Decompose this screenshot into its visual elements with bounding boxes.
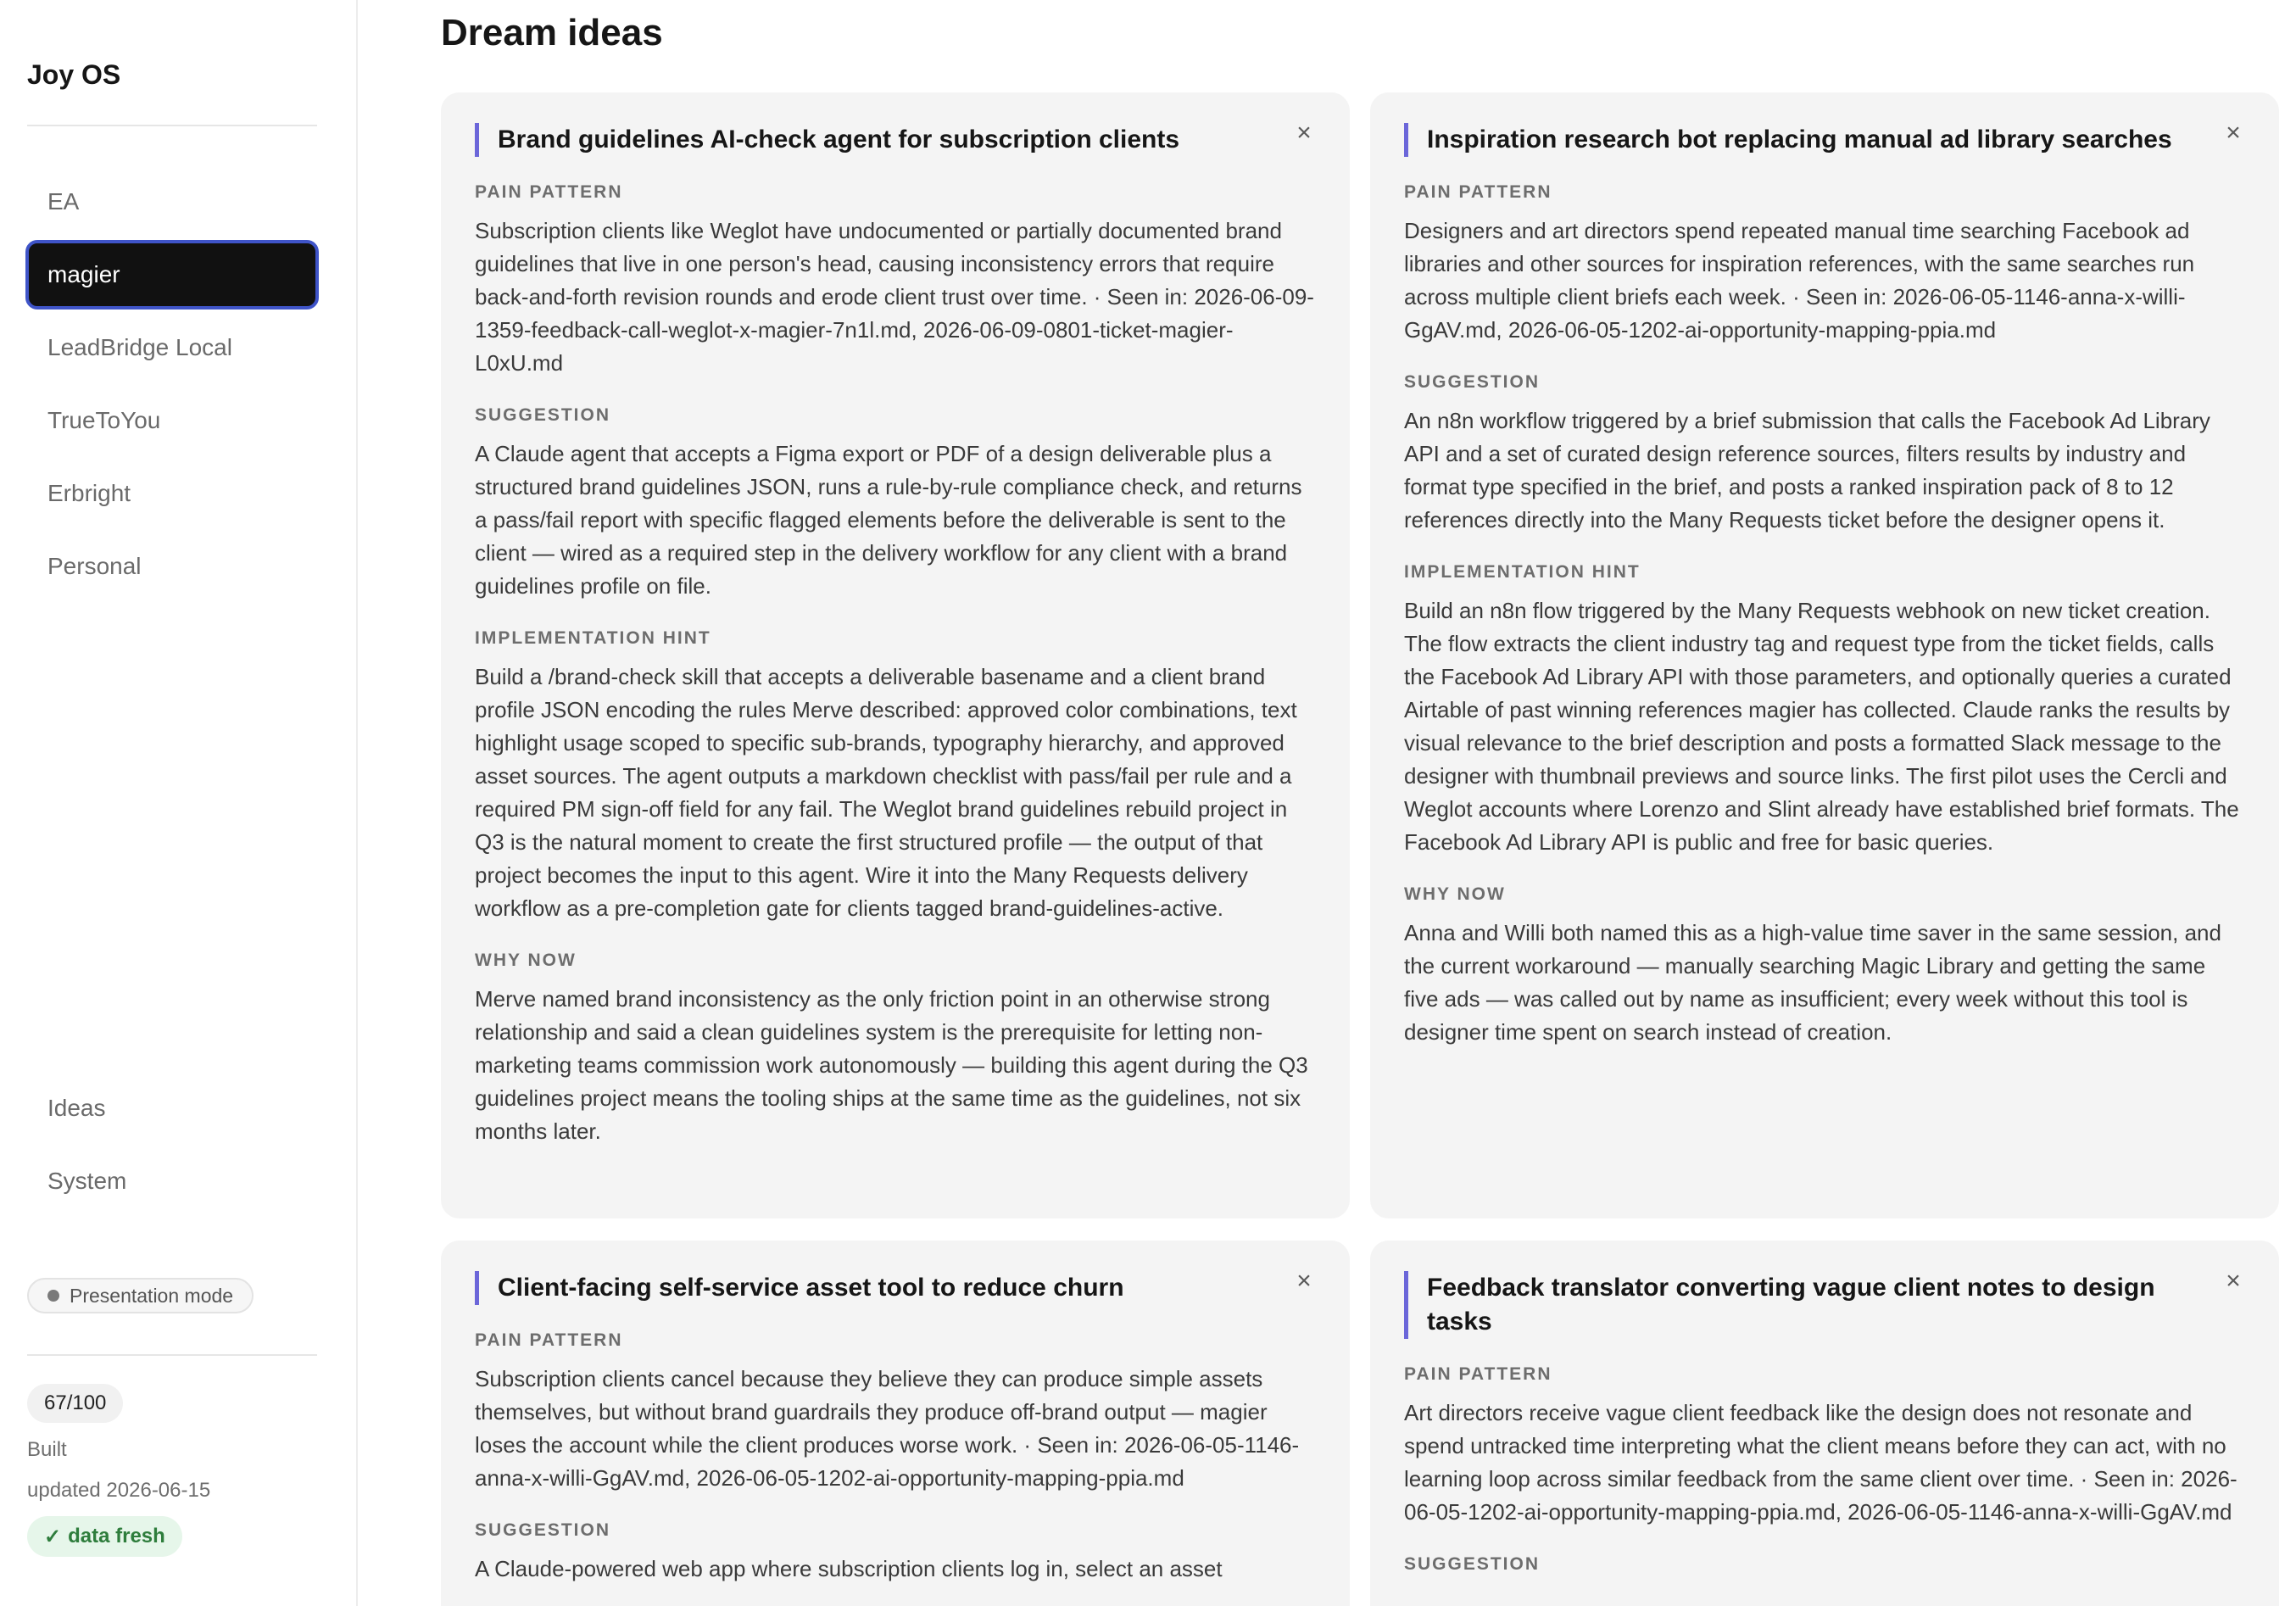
section-label: IMPLEMENTATION HINT [475,628,711,648]
close-icon[interactable]: × [1296,119,1312,147]
main-content [441,0,2281,1606]
sidebar-divider [27,125,317,126]
sidebar-item-ideas[interactable] [25,1073,319,1143]
section-text: Anna and Willi both named this as a high-value time saver in the same session, and the current workaround — manually searching Magic Library and getting the same five ads — was called out by name as insufficient; every week without this tool is designer time spent on search instead of creation. [1404,920,2221,1045]
section-text: A Claude-powered web app where subscription clients log in, select an asset [475,1556,1223,1581]
page-title: Dream ideas [441,12,663,53]
sidebar-item-label: Erbright [47,480,131,506]
section-label: PAIN PATTERN [1404,182,1552,202]
sidebar-item-label: TrueToYou [47,407,161,433]
idea-card-title: Client-facing self-service asset tool to reduce churn [475,1271,1314,1305]
close-icon[interactable]: × [2226,119,2241,147]
section-label: WHY NOW [475,951,577,970]
data-fresh-label: data fresh [68,1525,165,1547]
section-text: An n8n workflow triggered by a brief submission that calls the Facebook Ad Library API and a set of curated design reference sources, filters results by industry and format type specified in the brief, and posts a ranked inspiration pack of 8 to 12 references directly into the Many Requests ticket before the designer opens it. [1404,408,2210,533]
section-text: Build an n8n flow triggered by the Many Requests webhook on new ticket creation. The flow extracts the client industry tag and request type from the ticket fields, calls the Facebook Ad Library API with those parameters, and optionally queries a curated Airtable of past winning references magier has collected. Claude ranks the results by visual relevance to the brief description and posts a formatted Slack message to the designer with thumbnail previews and source links. The first pilot uses the Cercli and Weglot accounts where Lorenzo and Slint already have established brief formats. The Facebook Ad Library API is public and free for basic queries. [1404,598,2239,855]
sidebar-item-leadbridge-local[interactable] [25,313,319,382]
section-label: SUGGESTION [1404,372,1541,392]
sidebar-item-personal[interactable] [25,532,319,601]
presentation-mode-label: Presentation mode [70,1284,234,1307]
section-text: Subscription clients cancel because they believe they can produce simple assets themselves, but without brand guardrails they produce off-brand output — magier loses the account while the client produces worse work. · Seen in: 2026-06-05-1146-anna-x-willi-GgAV.md, 2026-06-05-1202-ai-opportunity-mapping-ppia.md [475,1366,1300,1491]
idea-card-title: Inspiration research bot replacing manual ad library searches [1404,123,2243,157]
sidebar-bottom-nav [25,1073,319,1219]
section-label: SUGGESTION [475,405,611,425]
section-label: PAIN PATTERN [475,1330,623,1350]
section-label: SUGGESTION [1404,1554,1541,1574]
sidebar-divider [27,1354,317,1356]
sidebar-item-label: EA [47,188,80,215]
close-icon[interactable]: × [1296,1267,1312,1295]
data-fresh-badge [27,1516,182,1557]
sidebar-item-magier[interactable] [25,240,319,309]
section-text: Build a /brand-check skill that accepts a deliverable basename and a client brand profile JSON encoding the rules Merve described: approved color combinations, text highlight usage scoped to specific sub-brands, typography hierarchy, and approved asset sources. The agent outputs a markdown checklist with pass/fail per rule and a required PM sign-off field for any fail. The Weglot brand guidelines rebuild project in Q3 is the natural moment to create the first structured profile — the output of that project becomes the input to this agent. Wire it into the Many Requests delivery workflow as a pre-completion gate for clients tagged brand-guidelines-active. [475,664,1297,921]
idea-card [441,92,1350,1218]
sidebar-item-label: magier [47,261,120,287]
idea-card [1370,1241,2279,1606]
section-label: PAIN PATTERN [1404,1364,1552,1384]
idea-card [441,1241,1350,1606]
section-text: Art directors receive vague client feedback like the design does not resonate and spend untracked time interpreting what the client means before they can act, with no learning loop across similar feedback from the same client over time. · Seen in: 2026-06-05-1202-ai-opportunity-mapping-ppia.md, 2026-06-05-1146-anna-x-willi-GgAV.md [1404,1400,2237,1525]
sidebar [0,0,358,1606]
sidebar-item-truetoyou[interactable] [25,386,319,455]
close-icon[interactable]: × [2226,1267,2241,1295]
build-status: Built [27,1438,67,1461]
score-badge: 67/100 [27,1384,123,1423]
presentation-mode-toggle[interactable] [27,1278,254,1313]
check-icon: ✓ [44,1525,62,1548]
section-label: WHY NOW [1404,884,1506,904]
sidebar-item-system[interactable] [25,1146,319,1216]
section-label: IMPLEMENTATION HINT [1404,562,1641,582]
sidebar-item-ea[interactable] [25,167,319,237]
updated-timestamp: updated 2026-06-15 [27,1479,211,1502]
section-text: Subscription clients like Weglot have undocumented or partially documented brand guidelines that live in one person's head, causing inconsistency errors that require back-and-forth revision rounds and erode client trust over time. · Seen in: 2026-06-09-1359-feedback-call-weglot-x-magier-7n1l.md, 2026-06-09-0801-ticket-magier-L0xU.md [475,218,1314,376]
idea-card-title: Feedback translator converting vague client notes to design tasks [1404,1271,2243,1339]
idea-card-title: Brand guidelines AI-check agent for subscription clients [475,123,1314,157]
sidebar-item-label: Ideas [47,1095,106,1121]
sidebar-item-label: Personal [47,553,142,579]
idea-card [1370,92,2279,1218]
section-text: Merve named brand inconsistency as the only friction point in an otherwise strong relationship and said a clean guidelines system is the prerequisite for letting non-marketing teams commission work autonomously — building this agent during the Q3 guidelines project means the tooling ships at the same time as the guidelines, not six months later. [475,986,1308,1144]
sidebar-item-label: LeadBridge Local [47,334,232,360]
sidebar-item-erbright[interactable] [25,459,319,528]
section-label: SUGGESTION [475,1520,611,1540]
section-label: PAIN PATTERN [475,182,623,202]
sidebar-nav [25,167,319,605]
section-text: Designers and art directors spend repeated manual time searching Facebook ad libraries and other sources for inspiration references, with the same searches run across multiple client briefs each week. · Seen in: 2026-06-05-1146-anna-x-willi-GgAV.md, 2026-06-05-1202-ai-opportunity-mapping-ppia.md [1404,218,2195,343]
status-dot-icon [47,1290,59,1302]
app-brand[interactable]: Joy OS [27,59,121,90]
sidebar-item-label: System [47,1168,127,1194]
section-text: A Claude agent that accepts a Figma export or PDF of a design deliverable plus a structured brand guidelines JSON, runs a rule-by-rule compliance check, and returns a pass/fail report with specific flagged elements before the deliverable is sent to the client — wired as a required step in the delivery workflow for any client with a brand guidelines profile on file. [475,441,1302,599]
